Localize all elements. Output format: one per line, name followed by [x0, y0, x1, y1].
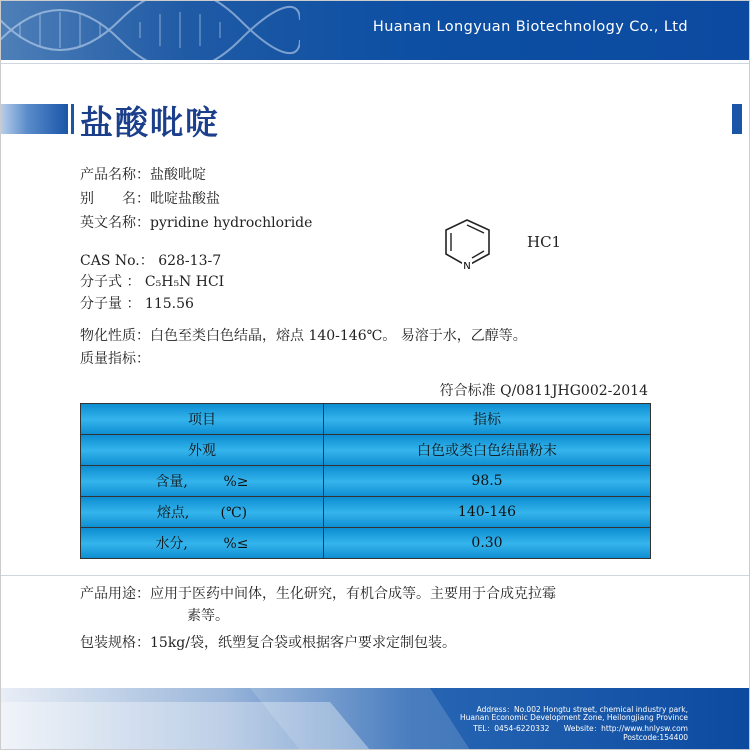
molecular-weight-value: 115.56 [144, 296, 194, 312]
table-row [81, 435, 651, 466]
table-cell-item: 含量, %≥ [81, 466, 324, 497]
cas-value: 628-13-7 [158, 253, 222, 269]
footer-tel: TEL：0454-6220332 [473, 724, 550, 733]
title-accent-band [0, 104, 68, 134]
formula-value: C₅H₅N HCI [144, 274, 225, 290]
table-row [81, 466, 651, 497]
product-name-label: 产品名称： [80, 167, 150, 183]
english-name-value: pyridine hydrochloride [150, 215, 313, 231]
table-header-value: 指标 [324, 404, 651, 435]
hcl-label: HC1 [527, 233, 562, 251]
quality-spec-row [80, 348, 150, 368]
table-row [81, 497, 651, 528]
product-name-row [80, 164, 206, 184]
footer-address-line2: Huanan Economic Development Zone, Heilongjiang Province [460, 713, 688, 722]
table-cell-value: 0.30 [324, 528, 651, 559]
properties-row [80, 325, 527, 345]
header-banner [0, 0, 750, 60]
nitrogen-atom-label: N [463, 261, 471, 272]
properties-label: 物化性质： [80, 328, 150, 344]
usage-section [80, 583, 680, 627]
english-name-row [80, 212, 312, 232]
usage-text-line1: 应用于医药中间体，生化研究，有机合成等。主要用于合成克拉霉 [150, 586, 556, 602]
footer-banner [0, 688, 750, 750]
alias-label: 别 名： [80, 191, 150, 207]
table-header-item: 项目 [81, 404, 324, 435]
spec-table [80, 403, 651, 559]
standard-reference: 符合标准 Q/0811JHG002-2014 [439, 383, 648, 399]
molecular-weight-label: 分子量 ： [80, 296, 141, 312]
formula-row [80, 271, 224, 291]
pyridine-structure-diagram [440, 216, 520, 276]
right-accent-bar [732, 104, 742, 134]
table-cell-item: 外观 [81, 435, 324, 466]
footer-website: Website：http://www.hnlysw.com [563, 724, 688, 733]
table-cell-value: 白色或类白色结晶粉末 [324, 435, 651, 466]
packing-section [80, 632, 456, 652]
alias-row [80, 188, 220, 208]
table-cell-item: 熔点, (℃) [81, 497, 324, 528]
alias-value: 吡啶盐酸盐 [150, 191, 220, 207]
cas-row [80, 250, 221, 270]
molecular-weight-row [80, 293, 194, 313]
table-cell-value: 140-146 [324, 497, 651, 528]
english-name-label: 英文名称： [80, 215, 150, 231]
table-cell-item: 水分, %≤ [81, 528, 324, 559]
footer-address-line1: Address：No.002 Hongtu street, chemical industry park, [476, 705, 688, 714]
dna-helix-decoration [0, 0, 300, 60]
properties-value: 白色至类白色结晶，熔点 140-146℃。 易溶于水，乙醇等。 [150, 328, 527, 344]
footer-postcode: Postcode:154400 [623, 733, 688, 742]
usage-label: 产品用途： [80, 586, 150, 602]
table-row [81, 528, 651, 559]
product-name-value: 盐酸吡啶 [150, 167, 206, 183]
table-cell-value: 98.5 [324, 466, 651, 497]
middle-divider [0, 575, 750, 576]
company-name: Huanan Longyuan Biotechnology Co., Ltd [372, 19, 688, 35]
top-divider [0, 63, 750, 64]
formula-label: 分子式 ： [80, 274, 141, 290]
quality-spec-label: 质量指标： [80, 351, 150, 367]
cas-label: CAS No.： [80, 253, 154, 269]
table-header-row [81, 404, 651, 435]
packing-label: 包装规格： [80, 635, 150, 651]
usage-text-line2: 素等。 [187, 608, 229, 624]
page-title: 盐酸吡啶 [80, 103, 220, 142]
packing-text: 15kg/袋，纸塑复合袋或根据客户要求定制包装。 [150, 635, 456, 651]
